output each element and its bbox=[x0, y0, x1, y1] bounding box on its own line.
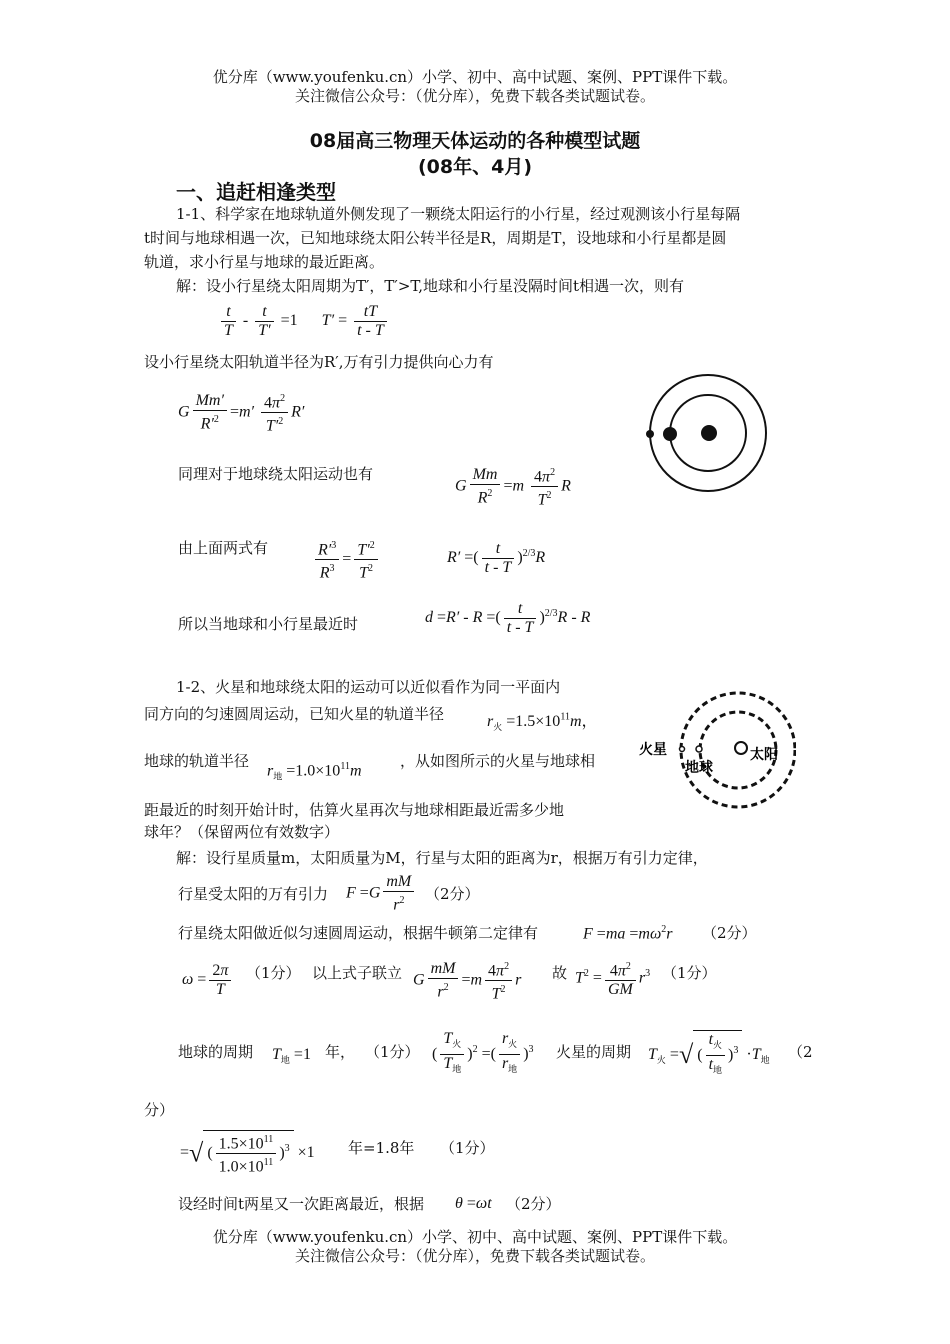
equation-period: $\frac{t}{T}$ - $\frac{t}{T'}$ =1 T′ = $\frac{tT}{t - T}$ bbox=[218, 303, 390, 340]
section-heading: 一、追赶相逢类型 bbox=[176, 180, 336, 204]
problem-1-2-line-5: 球年？（保留两位有效数字） bbox=[144, 823, 340, 841]
points-earth-period: （1分） bbox=[365, 1043, 420, 1061]
page-subtitle: (08年、4月) bbox=[417, 156, 533, 178]
header-line-2: 关注微信公众号：（优分库），免费下载各类试题试卷。 bbox=[294, 87, 655, 105]
orbit-diagram-1 bbox=[640, 370, 770, 500]
value-mars-radius: $r_火 =1.5\times 10^{11}m$， bbox=[487, 711, 598, 734]
solution-1-2-force-label: 行星受太阳的万有引力 bbox=[178, 885, 329, 903]
equation-period-squared: $T^2$ = $\frac{4\pi^2}{GM}$ $r^3$ bbox=[575, 958, 650, 999]
problem-1-2-line-2: 同方向的匀速圆周运动，已知火星的轨道半径 bbox=[144, 705, 445, 723]
problem-1-1-line-1: 1-1、科学家在地球轨道外侧发现了一颗绕太阳运行的小行星，经过观测该小行星每隔 bbox=[176, 205, 741, 223]
solution-1-2-mars-period: 火星的周期 bbox=[556, 1043, 632, 1061]
solution-1-1-radius: 设小行星绕太阳轨道半径为R′,万有引力提供向心力有 bbox=[144, 353, 494, 371]
earth-radius-exp: 11 bbox=[340, 761, 350, 772]
points-mars-period-cont: 分） bbox=[144, 1101, 175, 1119]
solution-1-2-combine: 以上式子联立 bbox=[312, 964, 403, 982]
label-sun: 太阳 bbox=[750, 747, 778, 763]
mars-subscript: 火 bbox=[493, 723, 503, 734]
problem-1-1-line-3: 轨道，求小行星与地球的最近距离。 bbox=[144, 253, 385, 271]
solution-1-2-so: 故 bbox=[552, 964, 568, 982]
result-value: 年=1.8年 bbox=[348, 1139, 415, 1157]
orbit-diagram-2 bbox=[636, 688, 796, 818]
header-line-1: 优分库（www.youfenku.cn）小学、初中、高中试题、案例、PPT课件下载。 bbox=[212, 68, 738, 86]
problem-1-2-line-1: 1-2、火星和地球绕太阳的运动可以近似看作为同一平面内 bbox=[176, 678, 561, 696]
equation-asteroid-radius: R′ =( $\frac{t}{t - T}$ )$^{2/3}$R bbox=[447, 540, 546, 576]
value-earth-radius: $r_地 =1.0\times 10^{11}m$ bbox=[267, 761, 362, 783]
equation-kepler-third: ( $\frac{T_火}{T_地}$ )$^2$ =( $\frac{r_火}{r_地}$ )$^3$ bbox=[432, 1030, 534, 1076]
mars-radius-mantissa: 1.5×10 bbox=[515, 713, 561, 730]
earth-circle bbox=[696, 746, 702, 752]
earth-period-subscript: 地 bbox=[280, 1056, 290, 1067]
equation-mars-period: $T_火$ =√ ( $\frac{t_火}{t_地}$ )$^3 \cdot T_地$ bbox=[648, 1030, 770, 1080]
equation-closest-distance: d =R′ - R =( $\frac{t}{t - T}$ )$^{2/3}$R - R bbox=[425, 600, 591, 636]
problem-1-1-line-2: t时间与地球相遇一次，已知地球绕太阳公转半径是R，周期是T，设地球和小行星都是圆 bbox=[144, 229, 727, 247]
points-omega: （1分） bbox=[246, 964, 301, 982]
solution-1-1-intro: 解：设小行星绕太阳周期为T′，T′>T,地球和小行星没隔时间t相遇一次，则有 bbox=[176, 277, 684, 295]
solution-1-1-closest: 所以当地球和小行星最近时 bbox=[178, 615, 359, 633]
equation-numeric-result: =√ ( $\frac{1.5\times 10^{11}}{1.0\times 10^{11}}$ )$^3$ ×1 bbox=[180, 1130, 315, 1177]
mars-radius-unit: m bbox=[569, 713, 582, 730]
points-period-squared: （1分） bbox=[662, 964, 717, 982]
equation-gravity-force: F =G $\frac{mM}{r^2}$ bbox=[346, 873, 417, 914]
sun-circle bbox=[735, 742, 747, 754]
mars-circle bbox=[680, 747, 685, 752]
sun-dot bbox=[701, 425, 717, 441]
page-title: 08届高三物理天体运动的各种模型试题 bbox=[309, 130, 641, 152]
points-angle: （2分） bbox=[506, 1195, 561, 1213]
points-result: （1分） bbox=[440, 1139, 495, 1157]
points-newton: （2分） bbox=[702, 924, 757, 942]
year-label: 年， bbox=[325, 1043, 356, 1061]
equation-kepler-ratio: $\frac{R'^3}{R^3}$ = $\frac{T'^2}{T^2}$ bbox=[312, 537, 381, 583]
mars-radius-exp: 11 bbox=[560, 711, 570, 723]
earth-dot bbox=[663, 427, 677, 441]
label-mars: 火星 bbox=[639, 742, 667, 758]
points-mars-period: （2 bbox=[788, 1043, 813, 1061]
asteroid-dot bbox=[646, 430, 654, 438]
problem-1-2-line-3b: ，从如图所示的火星与地球相 bbox=[400, 752, 596, 770]
footer-line-1: 优分库（www.youfenku.cn）小学、初中、高中试题、案例、PPT课件下载。 bbox=[212, 1228, 738, 1246]
solution-1-2-newton: 行星绕太阳做近似匀速圆周运动，根据牛顿第二定律有 bbox=[178, 924, 539, 942]
value-earth-period: $T_地 =1$ bbox=[272, 1046, 311, 1067]
solution-1-2-intro: 解：设行星质量m，太阳质量为M，行星与太阳的距离为r，根据万有引力定律， bbox=[176, 849, 708, 867]
equation-combined: G $\frac{mM}{r^2}$ =m $\frac{4\pi^2}{T^2}$ r bbox=[413, 958, 521, 1004]
problem-1-2-line-4: 距最近的时刻开始计时，估算火星再次与地球相距最近需多少地 bbox=[144, 801, 565, 819]
equation-newton-second: $F =ma =m\omega^2r$ bbox=[583, 924, 673, 943]
earth-radius-unit: m bbox=[349, 762, 362, 780]
equation-asteroid-gravity: G $\frac{Mm'}{R'^2}$ =m′ $\frac{4\pi^2}{T'^2}$ R′ bbox=[178, 390, 304, 436]
problem-1-2-line-3a: 地球的轨道半径 bbox=[144, 752, 250, 770]
solution-1-2-earth-period: 地球的周期 bbox=[178, 1043, 254, 1061]
label-earth: 地球 bbox=[685, 760, 713, 776]
equation-earth-gravity: G $\frac{Mm}{R^2}$ =m $\frac{4\pi^2}{T^2}$ R bbox=[455, 464, 571, 510]
equation-omega: ω = $\frac{2\pi}{T}$ bbox=[182, 962, 234, 999]
earth-radius-mantissa: 1.0×10 bbox=[295, 762, 341, 780]
solution-1-1-earth: 同理对于地球绕太阳运动也有 bbox=[178, 465, 374, 483]
solution-1-2-last: 设经时间t两星又一次距离最近，根据 bbox=[178, 1195, 425, 1213]
solution-1-1-combine: 由上面两式有 bbox=[178, 539, 269, 557]
equation-angle: θ =ωt bbox=[455, 1195, 492, 1212]
points-force: （2分） bbox=[425, 885, 480, 903]
earth-subscript: 地 bbox=[273, 772, 283, 783]
footer-line-2: 关注微信公众号：（优分库），免费下载各类试题试卷。 bbox=[294, 1247, 655, 1265]
